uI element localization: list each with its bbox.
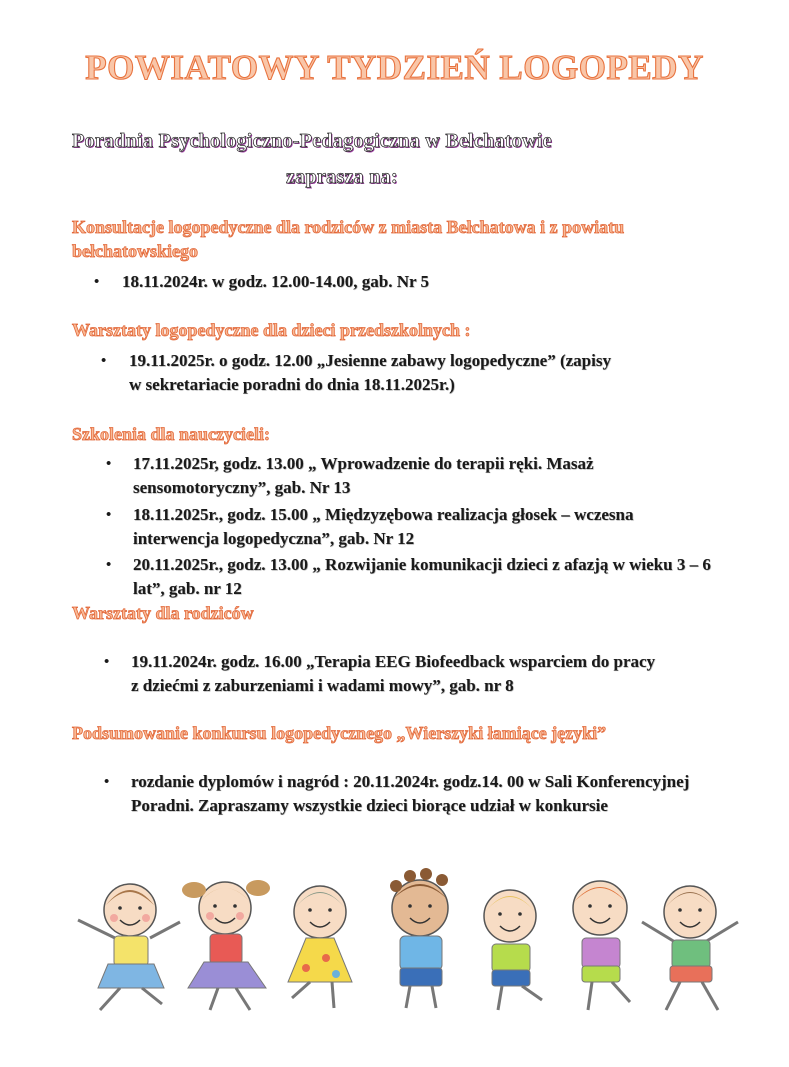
child-2 [182, 880, 270, 1010]
child-4 [390, 868, 448, 1008]
list-item: rozdanie dyplomów i nagród : 20.11.2024r. godz.14. 00 w Sali Konferencyjnej [131, 772, 690, 791]
child-3 [288, 886, 352, 1008]
section-heading-consultations-cont: bełchatowskiego [72, 241, 198, 261]
poster-title: POWIATOWY TYDZIEŃ LOGOPEDY [85, 48, 704, 87]
section-heading-consultations: Konsultacje logopedyczne dla rodziców z miasta Bełchatowa i z powiatu [72, 217, 625, 237]
child-5 [484, 890, 542, 1010]
invitation-line: zaprasza na: [286, 166, 398, 188]
children-holding-hands-illustration [70, 860, 760, 1040]
bullet-icon: • [94, 274, 100, 290]
section-heading-parent-workshops: Warsztaty dla rodziców [72, 603, 254, 623]
child-6 [573, 881, 630, 1010]
bullet-icon: • [104, 654, 110, 670]
bullet-icon: • [106, 557, 112, 573]
bullet-icon: • [106, 456, 112, 472]
section-heading-teacher-training: Szkolenia dla nauczycieli: [72, 424, 270, 444]
list-item: 17.11.2025r, godz. 13.00 „ Wprowadzenie do terapii ręki. Masaż [133, 454, 594, 473]
section-heading-contest-summary: Podsumowanie konkursu logopedycznego „Wierszyki łamiące języki” [72, 723, 607, 743]
list-item-cont: Poradni. Zapraszamy wszystkie dzieci biorące udział w konkursie [131, 796, 608, 815]
list-item-cont: w sekretariacie poradni do dnia 18.11.2025r.) [129, 375, 455, 394]
child-1 [78, 884, 180, 1010]
list-item-cont: z dziećmi z zaburzeniami i wadami mowy”, gab. nr 8 [131, 676, 514, 695]
child-7 [642, 886, 738, 1010]
list-item-cont: interwencja logopedyczna”, gab. Nr 12 [133, 529, 415, 548]
list-item: 20.11.2025r., godz. 13.00 „ Rozwijanie komunikacji dzieci z afazją w wieku 3 – 6 [133, 555, 711, 574]
list-item: 19.11.2024r. godz. 16.00 „Terapia EEG Biofeedback wsparciem do pracy [131, 652, 656, 671]
list-item-cont: sensomotoryczny”, gab. Nr 13 [133, 478, 351, 497]
bullet-icon: • [106, 507, 112, 523]
list-item-cont: lat”, gab. nr 12 [133, 579, 242, 598]
list-item: 19.11.2025r. o godz. 12.00 „Jesienne zabawy logopedyczne” (zapisy [129, 351, 611, 370]
section-heading-preschool-workshops: Warsztaty logopedyczne dla dzieci przedszkolnych : [72, 320, 471, 340]
bullet-icon: • [101, 353, 107, 369]
list-item: 18.11.2025r., godz. 15.00 „ Międzyzębowa realizacja głosek – wczesna [133, 505, 634, 524]
list-item: 18.11.2024r. w godz. 12.00-14.00, gab. Nr 5 [122, 272, 429, 291]
bullet-icon: • [104, 774, 110, 790]
organizer-name: Poradnia Psychologiczno-Pedagogiczna w Bełchatowie [72, 130, 552, 152]
